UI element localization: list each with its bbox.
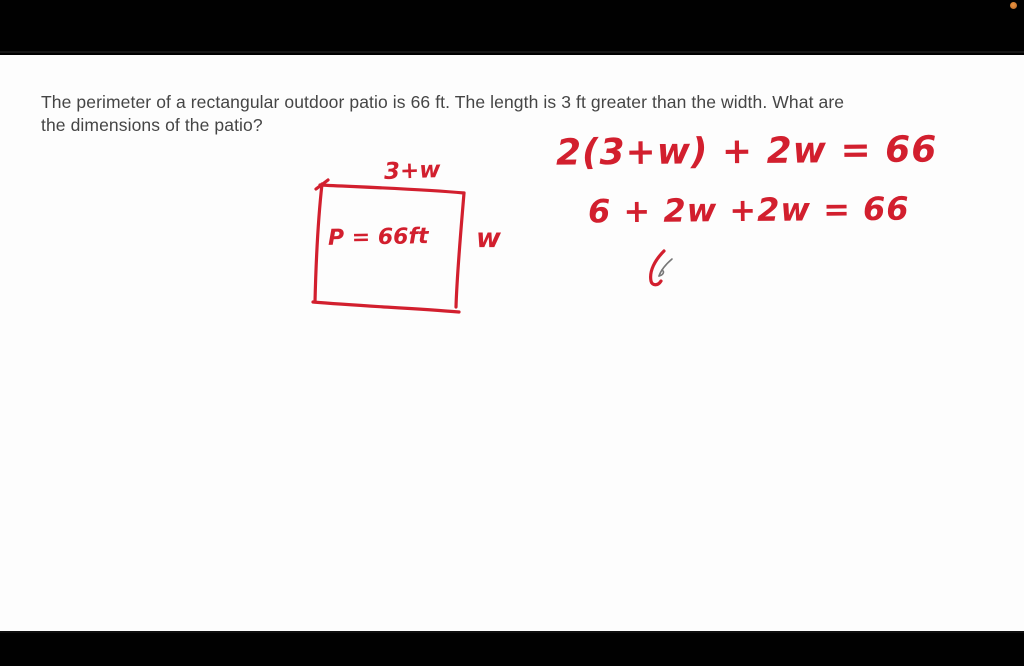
- equation-line-1: 2(3+w) + 2w = 66: [555, 129, 938, 174]
- problem-line-2: the dimensions of the patio?: [41, 115, 263, 135]
- problem-line-1: The perimeter of a rectangular outdoor patio is 66 ft. The length is 3 ft greater than the width. What are: [41, 92, 845, 112]
- equation-line-2: 6 + 2w +2w = 66: [587, 189, 910, 231]
- rect-top-label: 3+w: [383, 157, 441, 185]
- record-dot-icon: [1010, 2, 1017, 9]
- rect-inside-label: P = 66ft: [327, 224, 429, 251]
- pen-cursor-icon: [659, 259, 672, 276]
- bottom-letterbox-bar: [0, 631, 1024, 666]
- rect-right-label: w: [476, 223, 501, 254]
- top-letterbox-bar: [0, 0, 1024, 53]
- whiteboard-canvas[interactable]: [0, 55, 1024, 631]
- problem-statement: [41, 91, 844, 137]
